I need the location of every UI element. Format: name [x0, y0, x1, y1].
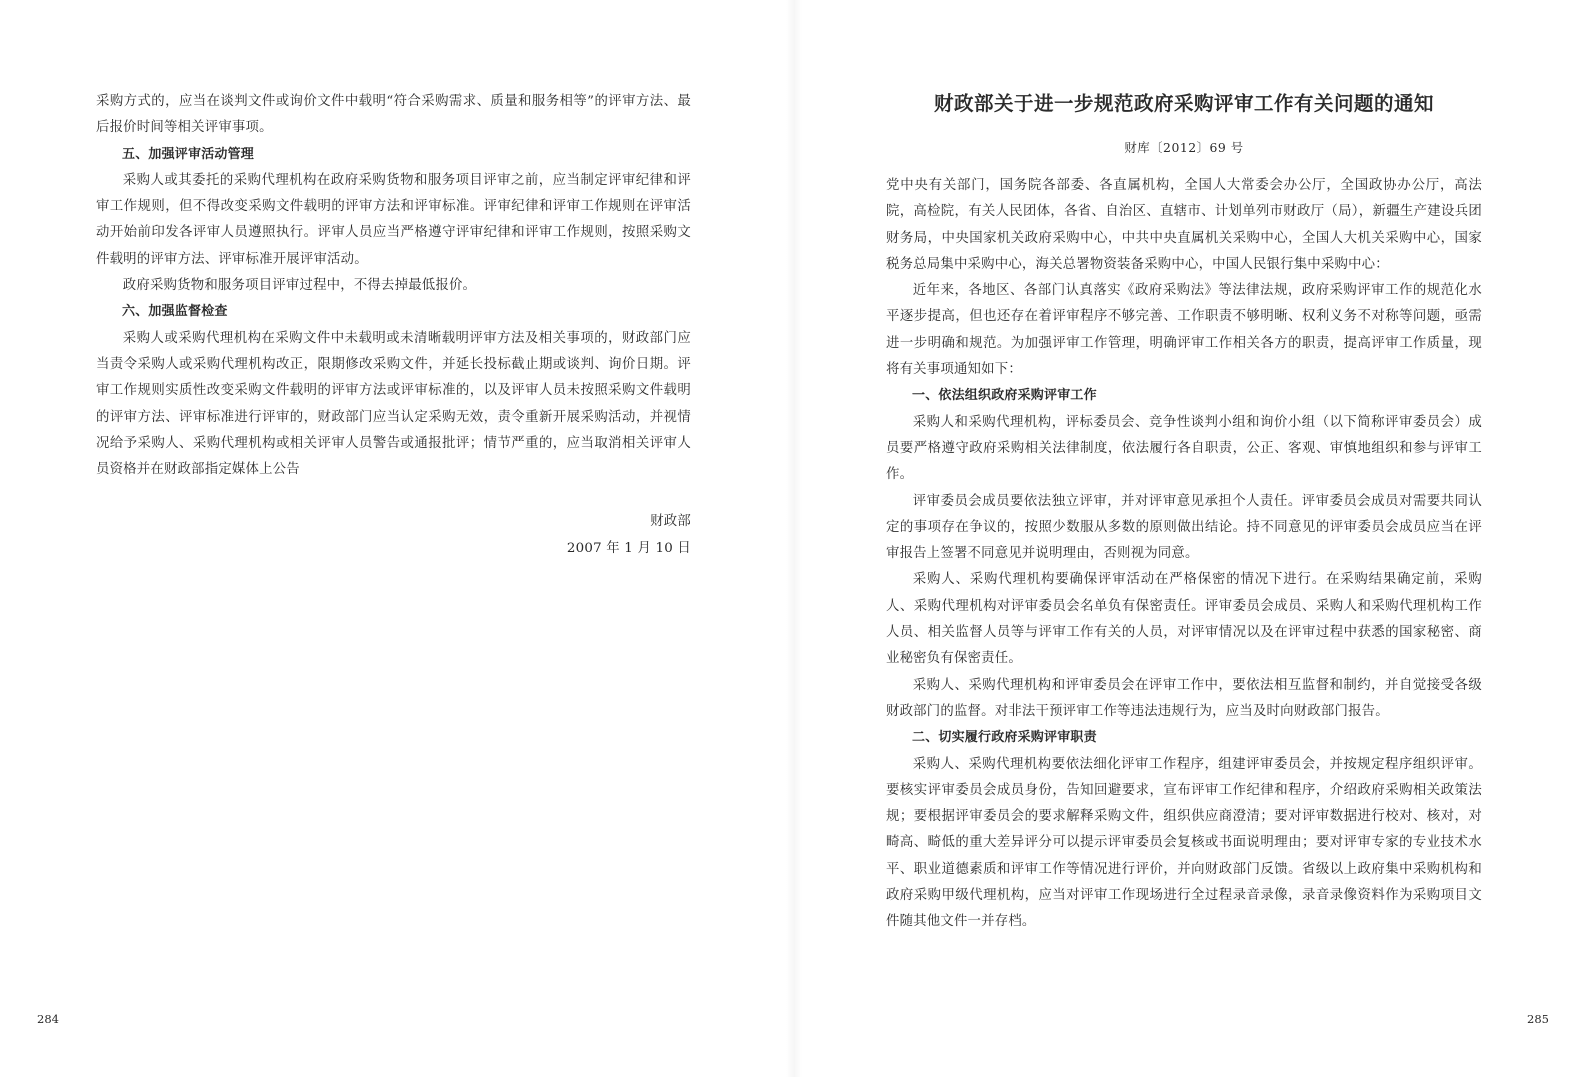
left-page [0, 0, 793, 1077]
left-page-body [96, 89, 691, 562]
section-heading-2: 二、切实履行政府采购评审职责 [912, 730, 1097, 746]
signature-date: 2007 年 1 月 10 日 [566, 540, 691, 556]
document-title: 财政部关于进一步规范政府采购评审工作有关问题的通知 [933, 92, 1434, 115]
paragraph: 采购人或其委托的采购代理机构在政府采购货物和服务项目评审之前，应当制定评审纪律和评审工作规则，但不得改变采购文件载明的评审方法和评审标准。评审纪律和评审工作规则在评审活动开始前印发各评审人员遵照执行。评审人员应当严格遵守评审纪律和评审工作规则，按照采购文件载明的评审方法、评审标准开展评审活动。 [96, 172, 691, 267]
page-number-right: 285 [1527, 1012, 1549, 1026]
paragraph: 采购人和采购代理机构，评标委员会、竞争性谈判小组和询价小组（以下简称评审委员会）成员要严格遵守政府采购相关法律制度，依法履行各自职责，公正、客观、审慎地组织和参与评审工作。 [886, 414, 1482, 483]
paragraph: 采购人或采购代理机构在采购文件中未载明或未清晰载明评审方法及相关事项的，财政部门应当责令采购人或采购代理机构改正，限期修改采购文件，并延长投标截止期或谈判、询价日期。评审工作规则实质性改变采购文件载明的评审方法或评审标准的，以及评审人员未按照采购文件载明的评审方法、评审标准进行评审的，财政部门应当认定采购无效，责令重新开展采购活动，并视情况给予采购人、采购代理机构或相关评审人员警告或通报批评；情节严重的，应当取消相关评审人员资格并在财政部指定媒体上公告 [96, 330, 691, 478]
right-page [793, 0, 1587, 1077]
page-number-left: 284 [37, 1012, 59, 1026]
signature-org: 财政部 [650, 514, 691, 530]
right-page-body [886, 173, 1482, 936]
spacer [96, 483, 691, 509]
paragraph: 评审委员会成员要依法独立评审，并对评审意见承担个人责任。评审委员会成员对需要共同认定的事项存在争议的，按照少数服从多数的原则做出结论。持不同意见的评审委员会成员应当在评审报告上签署不同意见并说明理由，否则视为同意。 [886, 493, 1482, 562]
section-heading-1: 一、依法组织政府采购评审工作 [912, 388, 1097, 404]
section-heading-5: 五、加强评审活动管理 [122, 146, 255, 162]
paragraph: 采购人、采购代理机构要依法细化评审工作程序，组建评审委员会，并按规定程序组织评审。要核实评审委员会成员身份，告知回避要求，宣布评审工作纪律和程序，介绍政府采购相关政策法规；要根据评审委员会的要求解释采购文件，组织供应商澄清；要对评审数据进行校对、核对，对畸高、畸低的重大差异评分可以提示评审委员会复核或书面说明理由；要对评审专家的专业技术水平、职业道德素质和评审工作等情况进行评价，并向财政部门反馈。省级以上政府集中采购机构和政府采购甲级代理机构，应当对评审工作现场进行全过程录音录像，录音录像资料作为采购项目文件随其他文件一并存档。 [886, 756, 1482, 930]
paragraph: 采购人、采购代理机构和评审委员会在评审工作中，要依法相互监督和制约，并自觉接受各级财政部门的监督。对非法干预评审工作等违法违规行为，应当及时向财政部门报告。 [886, 677, 1482, 719]
addressee-paragraph: 党中央有关部门，国务院各部委、各直属机构，全国人大常委会办公厅，全国政协办公厅，高法院，高检院，有关人民团体，各省、自治区、直辖市、计划单列市财政厅（局），新疆生产建设兵团财务局，中央国家机关政府采购中心，中共中央直属机关采购中心，全国人大机关采购中心，国家税务总局集中采购中心，海关总署物资装备采购中心，中国人民银行集中采购中心： [886, 178, 1482, 272]
paragraph: 政府采购货物和服务项目评审过程中，不得去掉最低报价。 [122, 278, 477, 294]
document-number: 财库〔2012〕69 号 [1124, 140, 1244, 155]
section-heading-6: 六、加强监督检查 [122, 304, 228, 320]
paragraph: 采购人、采购代理机构要确保评审活动在严格保密的情况下进行。在采购结果确定前，采购人、采购代理机构对评审委员会名单负有保密责任。评审委员会成员、采购人和采购代理机构工作人员、相关监督人员等与评审工作有关的人员，对评审情况以及在评审过程中获悉的国家秘密、商业秘密负有保密责任。 [886, 572, 1482, 667]
paragraph: 采购方式的，应当在谈判文件或询价文件中载明“符合采购需求、质量和服务相等”的评审方法、最后报价时间等相关评审事项。 [96, 94, 691, 136]
paragraph: 近年来，各地区、各部门认真落实《政府采购法》等法律法规，政府采购评审工作的规范化水平逐步提高，但也还存在着评审程序不够完善、工作职责不够明晰、权利义务不对称等问题，亟需进一步明确和规范。为加强评审工作管理，明确评审工作相关各方的职责，提高评审工作质量，现将有关事项通知如下： [886, 283, 1482, 378]
